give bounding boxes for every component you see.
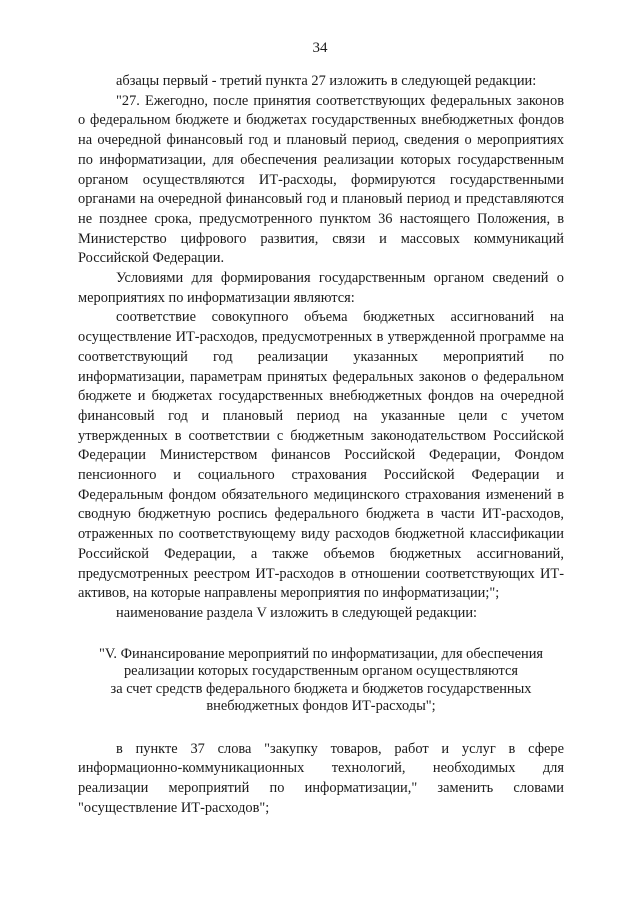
section-v-heading xyxy=(78,646,564,716)
heading-line: "V. Финансирование мероприятий по информатизации, для обеспечения xyxy=(98,645,544,662)
paragraph-item-37: в пункте 37 слова "закупку товаров, работ и услуг в сфере информационно-коммуникационных технологий, необходимых для реализации мероприятий по информатизации," заменить словами "осуществление ИТ-расходов"; xyxy=(78,740,564,816)
paragraph-intro: абзацы первый - третий пункта 27 изложить в следующей редакции: xyxy=(116,73,537,89)
heading-line: реализации которых государственным органом осуществляются xyxy=(123,663,519,680)
document-body xyxy=(78,72,564,819)
paragraph-compliance: соответствие совокупного объема бюджетных ассигнований на осуществление ИТ-расходов, предусмотренных в утвержденной программе на соответствующий год реализации указанных мероприятий по информатизации, параметрам принятых федеральных законов о федеральном бюджете и бюджетах государственных внебюджетных фондов на очередной финансовый год и плановый период на указанные цели с учетом утвержденных в соответствии с бюджетным законодательством Российской Федерации Министерством финансов Российской Федерации, Фондом пенсионного и социального страхования Российской Федерации и Федеральным фондом обязательного медицинского страхования изменений в сводную бюджетную роспись федерального бюджета в части ИТ-расходов, отраженных по соответствующему виду расходов бюджетной классификации Российской Федерации, а также объемов бюджетных ассигнований, предусмотренных реестром ИТ-расходов в отношении соответствующих ИТ-активов, на которые направлены мероприятия по информатизации;"; xyxy=(78,309,564,602)
heading-line: внебюджетных фондов ИТ-расходы"; xyxy=(206,698,436,715)
heading-line: за счет средств федерального бюджета и бюджетов государственных xyxy=(110,680,532,697)
paragraph-section-name: наименование раздела V изложить в следующей редакции: xyxy=(116,604,478,621)
page-number: 34 xyxy=(312,40,328,56)
paragraph-item-27: "27. Ежегодно, после принятия соответствующих федеральных законов о федеральном бюджете и бюджетах государственных внебюджетных фондов на очередной финансовый год и плановый период, сведения о мероприятиях по информатизации, для обеспечения реализации которых государственным органом осуществляются ИТ-расходы, формируются государственными органами на очередной финансовый год и плановый период и представляются не позднее срока, предусмотренного пунктом 36 настоящего Положения, в Министерство цифрового развития, связи и массовых коммуникаций Российской Федерации. xyxy=(78,92,564,267)
paragraph-conditions: Условиями для формирования государственным органом сведений о мероприятиях по информатизации являются: xyxy=(78,270,564,306)
